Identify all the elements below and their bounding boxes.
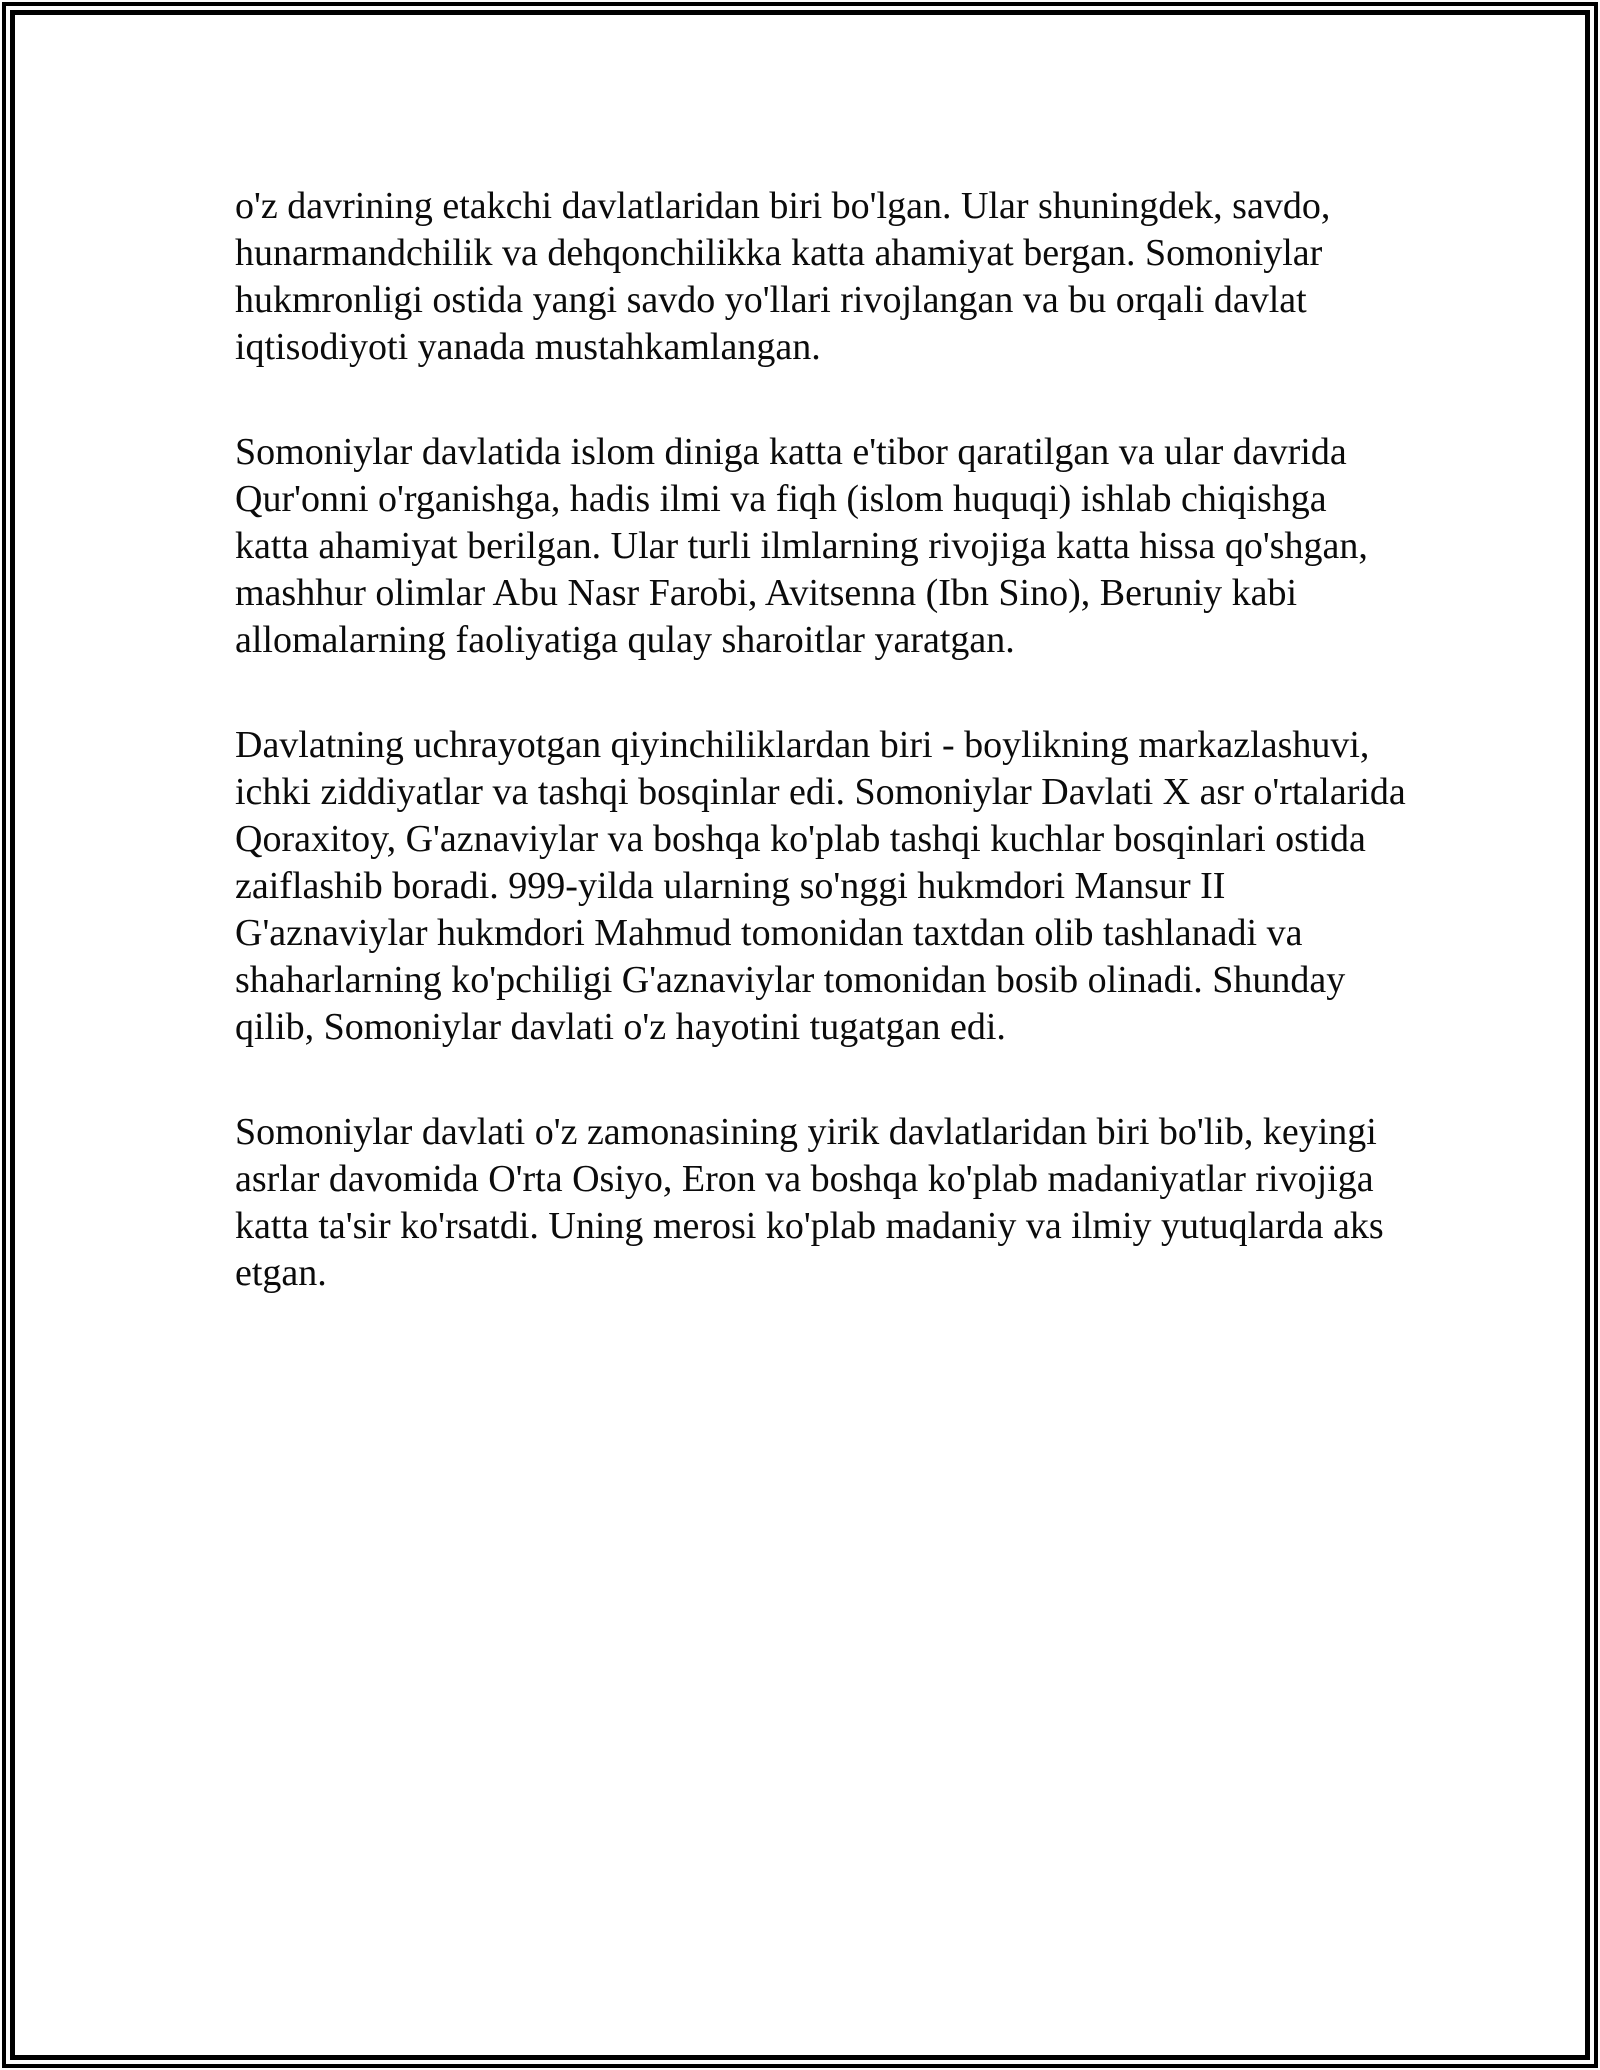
- document-body: [235, 183, 1406, 1355]
- text-line: Qur'onni o'rganishga, hadis ilmi va fiqh (islom huquqi) ishlab chiqishga: [235, 478, 1327, 520]
- text-line: Somoniylar davlatida islom diniga katta e'tibor qaratilgan va ular davrida: [235, 431, 1347, 473]
- text-line: hunarmandchilik va dehqonchilikka katta ahamiyat bergan. Somoniylar: [235, 232, 1323, 274]
- text-line: ichki ziddiyatlar va tashqi bosqinlar edi. Somoniylar Davlati X asr o'rtalarida: [235, 771, 1406, 813]
- text-line: hukmronligi ostida yangi savdo yo'llari rivojlangan va bu orqali davlat: [235, 279, 1307, 321]
- text-line: G'aznaviylar hukmdori Mahmud tomonidan taxtdan olib tashlanadi va: [235, 912, 1303, 954]
- text-line: mashhur olimlar Abu Nasr Farobi, Avitsenna (Ibn Sino), Beruniy kabi: [235, 572, 1298, 614]
- text-line: shaharlarning ko'pchiligi G'aznaviylar tomonidan bosib olinadi. Shunday: [235, 959, 1346, 1001]
- text-line: qilib, Somoniylar davlati o'z hayotini tugatgan edi.: [235, 1006, 1006, 1048]
- paragraph-4: [235, 1109, 1384, 1297]
- text-line: katta ta'sir ko'rsatdi. Uning merosi ko'plab madaniy va ilmiy yutuqlarda aks: [235, 1205, 1384, 1247]
- text-line: allomalarning faoliyatiga qulay sharoitlar yaratgan.: [235, 619, 1015, 661]
- text-line: asrlar davomida O'rta Osiyo, Eron va boshqa ko'plab madaniyatlar rivojiga: [235, 1158, 1374, 1200]
- text-line: Qoraxitoy, G'aznaviylar va boshqa ko'plab tashqi kuchlar bosqinlari ostida: [235, 818, 1366, 860]
- paragraph-1: [235, 183, 1375, 371]
- paragraph-3: [235, 722, 1406, 1051]
- text-line: Somoniylar davlati o'z zamonasining yirik davlatlaridan biri bo'lib, keyingi: [235, 1111, 1377, 1153]
- text-line: katta ahamiyat berilgan. Ular turli ilmlarning rivojiga katta hissa qo'shgan,: [235, 525, 1368, 567]
- text-line: iqtisodiyoti yanada mustahkamlangan.: [235, 326, 821, 368]
- text-line: o'z davrining etakchi davlatlaridan biri bo'lgan. Ular shuningdek, savdo,: [235, 185, 1331, 227]
- paragraph-2: [235, 429, 1375, 664]
- text-line: etgan.: [235, 1252, 327, 1294]
- text-line: zaiflashib boradi. 999-yilda ularning so'nggi hukmdori Mansur II: [235, 865, 1226, 907]
- text-line: Davlatning uchrayotgan qiyinchiliklardan biri - boylikning markazlashuvi,: [235, 724, 1370, 766]
